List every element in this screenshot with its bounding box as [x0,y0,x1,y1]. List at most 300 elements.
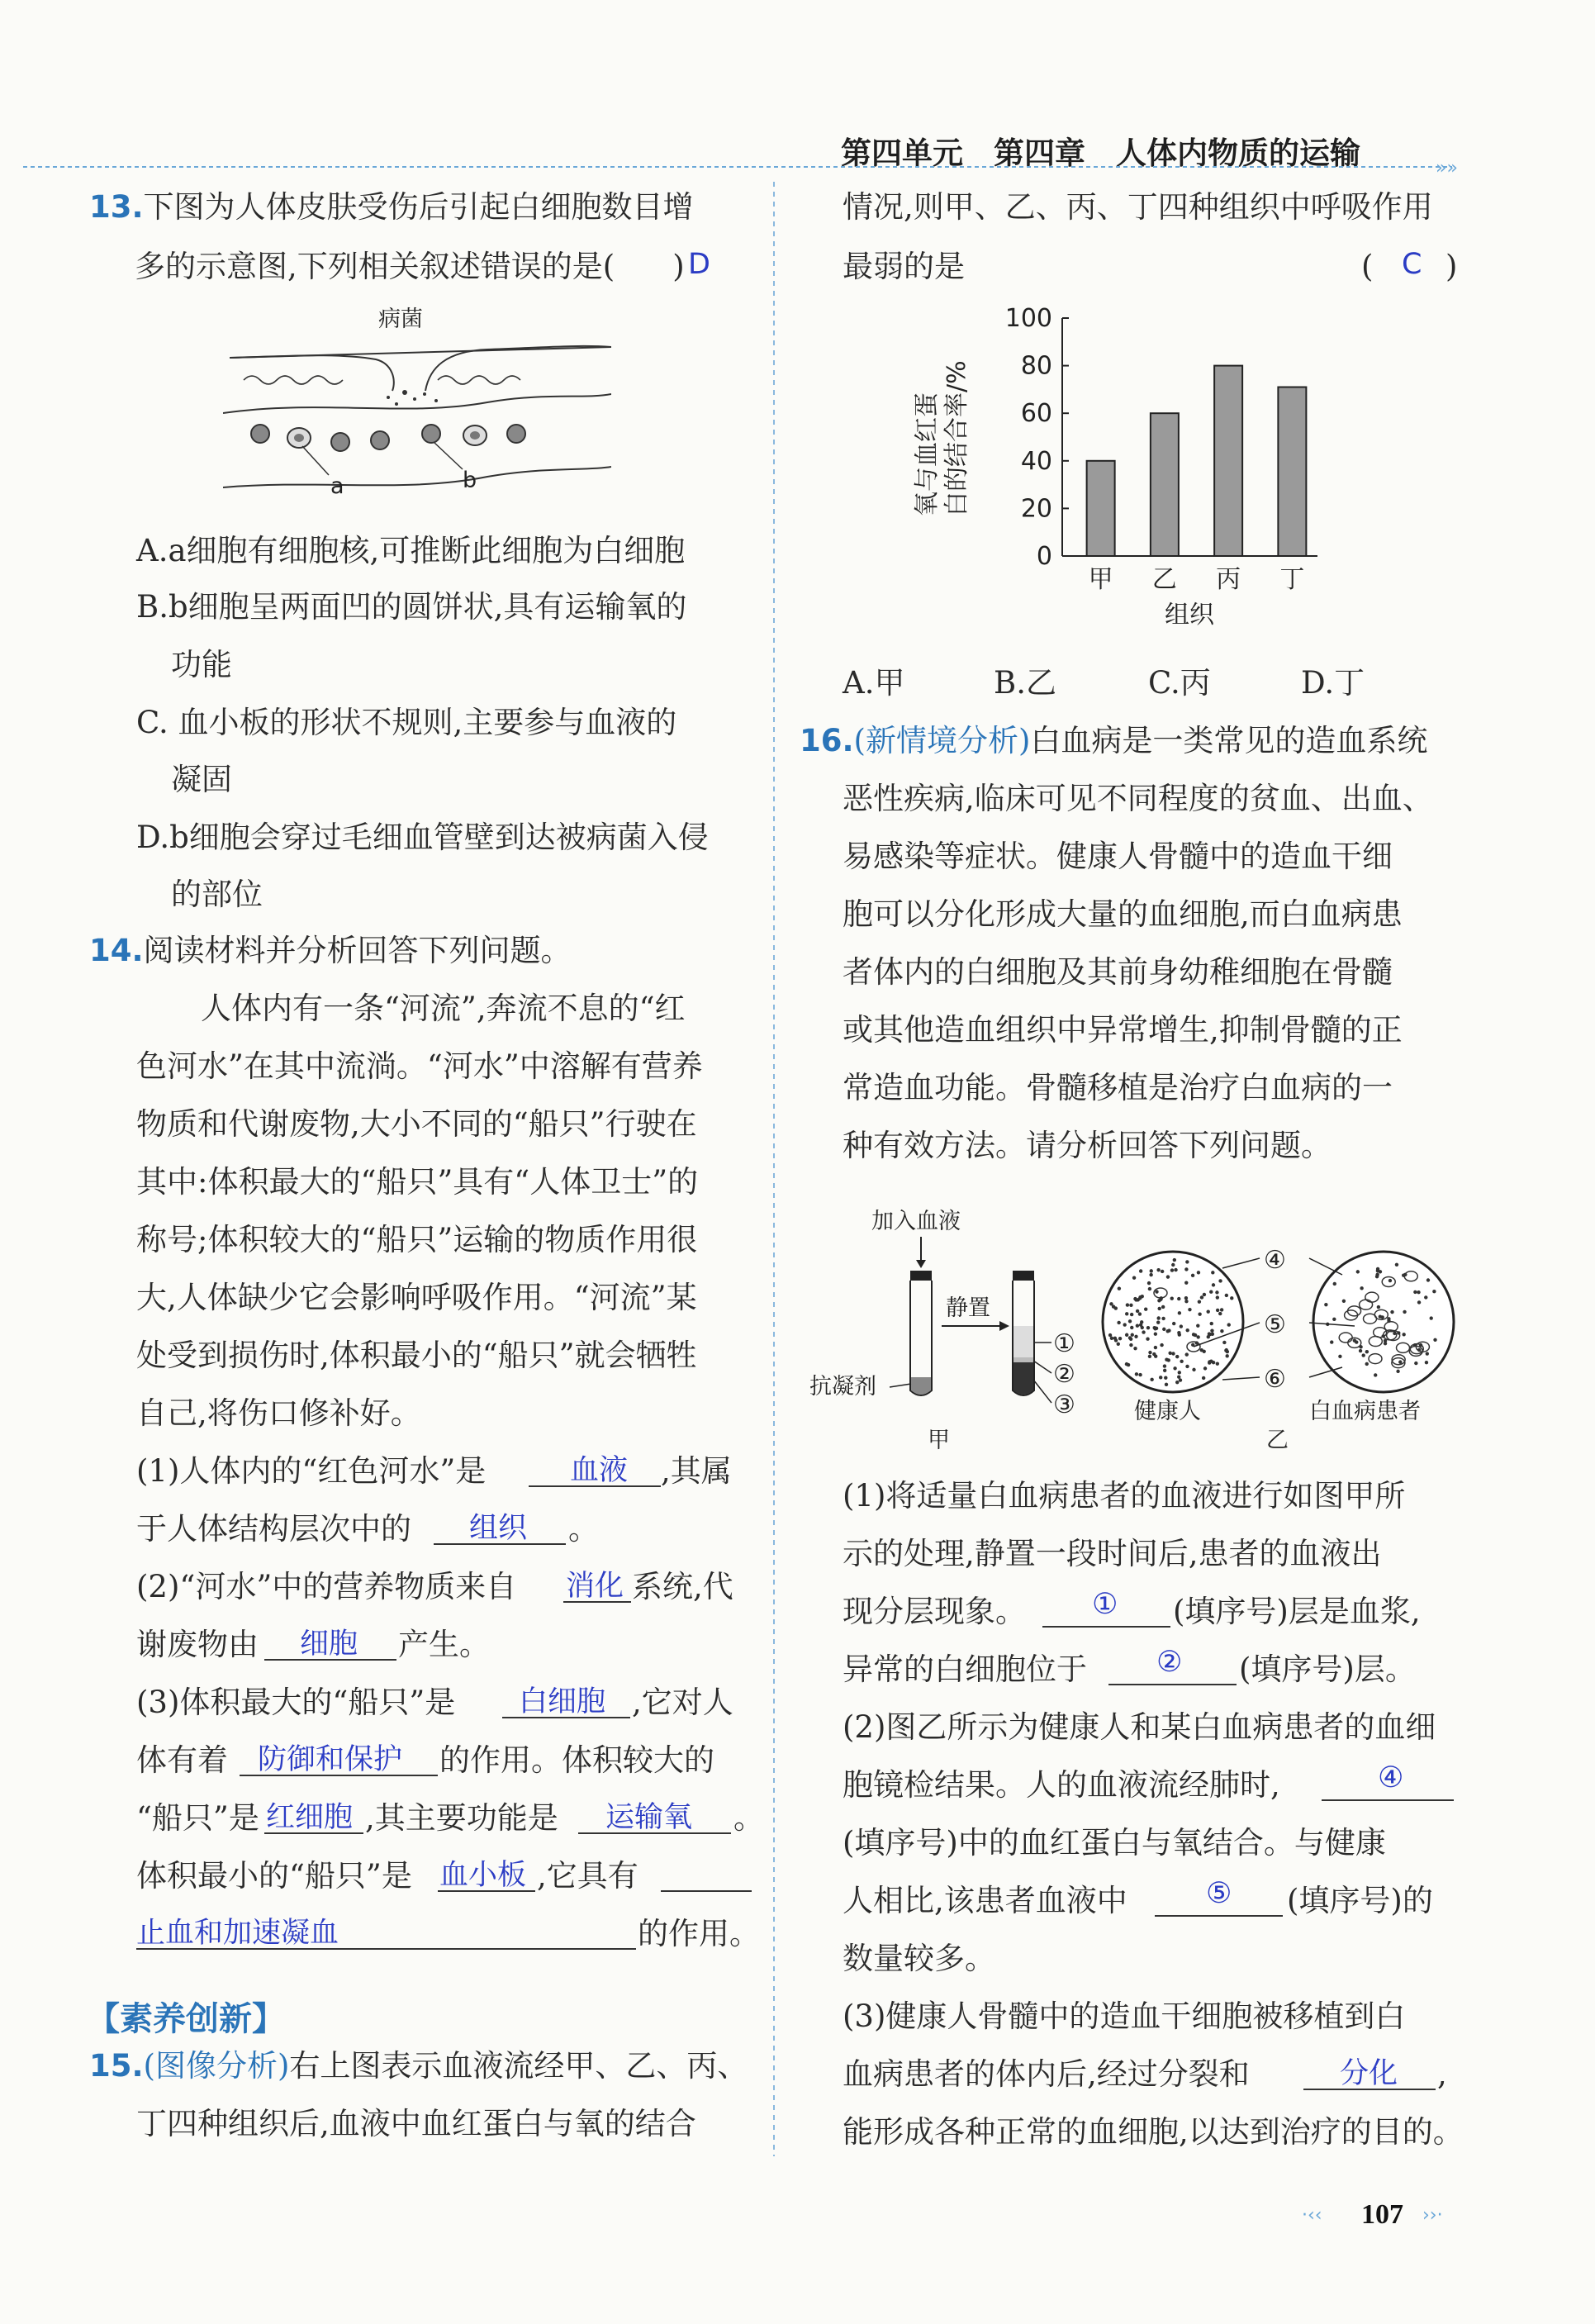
label-a: a [330,473,344,499]
q14-answer9: 血小板 [439,1859,527,1892]
cell-dot [1185,1352,1189,1356]
q14-sub3-a: (3)体积最大的“船只”是 [136,1685,456,1720]
cell-dot [1413,1290,1417,1294]
cell-dot [1172,1322,1175,1325]
cell-dot [1163,1364,1166,1367]
cell-dot [1157,1307,1161,1310]
q16-stem-line5: 者体内的白细胞及其前身幼稚细胞在骨髓 [843,954,1393,990]
cell-dot [1212,1283,1215,1286]
cell-dot [1185,1328,1189,1332]
q16-stem-line1: 16.(新情境分析)白血病是一类常见的造血系统 [800,723,1428,758]
chart-y-tick-label: 20 [1020,494,1052,524]
cell-dot [1125,1333,1128,1337]
cell-dot [1160,1343,1163,1347]
cell-dot [1126,1303,1129,1306]
q13-option-c-line1: C. 血小板的形状不规则,主要参与血液的 [136,705,677,740]
cell-dot [1209,1290,1213,1294]
label-settle: 静置 [946,1295,990,1321]
cell-dot [1108,1333,1112,1337]
cell-dot [1198,1300,1201,1303]
cell-dot [1153,1327,1156,1330]
cell-dot [1216,1309,1219,1312]
q16-answer5: 分化 [1340,2057,1398,2090]
cell-dot [1156,1320,1160,1324]
cell-dot [1220,1329,1223,1333]
q14-answer6: 防御和保护 [258,1743,403,1776]
cell-dot [1156,1316,1160,1319]
cell-dot [1402,1333,1405,1336]
cell-dot [1426,1352,1429,1355]
cell-dot [1177,1331,1180,1334]
cell-dot [1333,1282,1336,1286]
cell-dot [1117,1343,1120,1346]
cell-dot [1225,1354,1228,1357]
q16-sub3-d: 能形成各种正常的血细胞,以达到治疗的目的。 [843,2114,1464,2150]
cell-dot [1125,1312,1128,1315]
chart-y-tick-label: 100 [1004,306,1052,333]
chart-y-tick-label: 60 [1020,399,1052,429]
q16-blank1 [1042,1626,1170,1628]
cell-dot [1384,1342,1387,1345]
cell-dot [1149,1273,1152,1276]
q13-option-d-line2: 的部位 [171,877,263,912]
cell-dot [1342,1300,1346,1303]
label-patient: 白血病患者 [1309,1399,1421,1424]
page-header-title: 第四单元 第四章 人体内物质的运输 [841,135,1360,171]
cell-dot [1432,1290,1436,1293]
chart-x-tick-label: 丁 [1279,565,1305,594]
chart-x-tick-label: 丙 [1216,565,1241,594]
cell-dot [1360,1286,1363,1290]
q16-sub1-f: (填序号)层。 [1239,1652,1416,1687]
q16-stem-line7: 常造血功能。骨髓移植是治疗白血病的一 [843,1070,1393,1105]
q16-blank3 [1322,1799,1454,1801]
cell-dot [1398,1360,1402,1363]
label-cell-6: ⑥ [1264,1365,1286,1394]
q16-sub2-f: 数量较多。 [843,1941,995,1976]
cell-dot [1207,1309,1210,1313]
q16-sub3-c: , [1437,2056,1447,2092]
cell-dot [1168,1352,1171,1355]
q14-sub2-c: 谢废物由 [136,1627,259,1662]
q14-answer1: 血液 [570,1454,629,1487]
cell-dot [1356,1270,1360,1273]
q16-answer1: ① [1092,1588,1118,1621]
cell-dot [1197,1271,1200,1274]
q14-answer5: 白细胞 [519,1685,606,1718]
cell-dot [1203,1293,1206,1296]
cell-dot [1208,1360,1211,1363]
cell-dot [1179,1378,1182,1381]
blood-test-figure [805,1202,1466,1458]
label-pathogen: 病菌 [378,307,423,332]
q15-option-a: A.甲 [843,665,905,701]
cell-dot [1133,1347,1137,1350]
cell-dot [1118,1337,1122,1340]
cell-dot [1165,1383,1168,1386]
cell-dot [1365,1350,1369,1353]
cell-dot [1139,1324,1142,1327]
q13-stem-line2: 多的示意图,下列相关叙述错误的是( ) [135,249,685,284]
cell-dot [1150,1269,1153,1272]
cell-dot [1330,1340,1333,1343]
q16-sub2-c: (填序号)中的血红蛋白与氧结合。与健康 [843,1825,1386,1861]
cell-dot [1216,1362,1219,1366]
cell-dot [1134,1335,1137,1338]
q15-stem-line4: 最弱的是 [843,249,965,284]
cell-dot [1166,1329,1170,1333]
cell-dot [1375,1275,1379,1278]
cell-dot [1114,1338,1118,1342]
q16-sub1-e: 异常的白细胞位于 [843,1652,1087,1687]
cell-dot [1177,1297,1180,1300]
svg-text:››·: ››· [1422,2205,1443,2226]
cell-dot [1215,1290,1218,1294]
cell-dot [1138,1312,1142,1315]
cell-dot [1430,1316,1433,1319]
q14-sub3-h: 体积最小的“船只”是 [136,1858,412,1894]
chart-x-tick-label: 乙 [1151,565,1177,594]
cell-dot [1184,1296,1188,1300]
q14-material-line3: 物质和代谢废物,大小不同的“船只”行驶在 [136,1106,697,1142]
cell-dot [1109,1302,1113,1305]
svg-text:·‹‹: ·‹‹ [1302,2205,1322,2226]
q13-stem-line1: 13.下图为人体皮肤受伤后引起白细胞数目增 [89,189,694,225]
q14-sub3-g: 。 [733,1800,764,1836]
q14-material-line5: 称号;体积较大的“船只”运输的物质作用很 [136,1222,698,1257]
chart-y-tick-label: 40 [1020,446,1052,476]
cell-dot [1365,1362,1369,1366]
cell-dot [1133,1297,1137,1300]
cell-dot [1129,1338,1132,1341]
chart-y-tick-label: 0 [1036,542,1052,571]
label-figure-yi: 乙 [1266,1428,1289,1453]
label-b: b [463,468,477,493]
cell-dot [1162,1328,1165,1331]
cell-dot [1225,1348,1228,1352]
cell-dot [1110,1337,1113,1340]
q14-answer8: 运输氧 [605,1801,693,1834]
cell-dot [1161,1317,1165,1320]
q16-stem-line2: 恶性疾病,临床可见不同程度的贫血、出血、 [843,781,1433,816]
q15-option-d: D.丁 [1301,665,1365,701]
q14-sub2-a: (2)“河水”中的营养物质来自 [136,1569,517,1604]
cell-dot [1144,1308,1147,1311]
q14-sub3-j: 的作用。 [638,1916,760,1951]
cell-dot [1142,1330,1145,1333]
cell-dot [1129,1343,1132,1347]
q14-sub3-d: 的作用。体积较大的 [439,1742,714,1778]
cell-dot [1361,1353,1365,1357]
cell-dot [1161,1270,1164,1273]
cell-dot [1180,1360,1183,1363]
cell-dot [1141,1295,1144,1298]
cell-dot [1199,1348,1203,1352]
oxygen-binding-chart [900,306,1363,636]
q14-sub3-e: “船只”是 [136,1800,259,1836]
chart-y-label-line: 白的结合率/% [942,360,971,516]
cell-dot [1177,1376,1180,1379]
cell-dot [1210,1328,1213,1332]
cell-dot [1130,1313,1133,1316]
q16-blank2 [1108,1684,1237,1685]
cell-dot [1198,1312,1201,1315]
cell-dot [1175,1355,1179,1358]
q14-material-line2: 色河水”在其中流淌。“河水”中溶解有营养 [136,1048,703,1084]
q14-answer7: 红细胞 [266,1801,354,1834]
q16-sub3-b: 血病患者的体内后,经过分裂和 [843,2056,1250,2092]
cell-dot [1374,1373,1377,1376]
label-layer-3: ③ [1053,1390,1075,1419]
cell-dot [1227,1323,1231,1326]
label-figure-jia: 甲 [928,1428,950,1453]
cell-dot [1170,1268,1174,1271]
q14-sub2-d: 产生。 [398,1627,490,1662]
cell-dot [1225,1294,1228,1297]
label-cell-5: ⑤ [1264,1310,1286,1339]
q14-sub2-b: 系统,代 [632,1569,733,1604]
q14-material-line6: 大,人体缺少它会影响呼吸作用。“河流”某 [136,1280,697,1315]
q16-blank4 [1155,1915,1283,1917]
cell-dot [1146,1326,1150,1329]
cell-dot [1387,1317,1390,1320]
cell-dot [1359,1349,1362,1352]
cell-dot [1196,1335,1199,1338]
q16-sub1-d: (填序号)层是血浆, [1173,1594,1421,1629]
q16-answer3: ④ [1378,1761,1404,1794]
cell-dot [1173,1258,1176,1262]
svg-text:»»: »» [1436,158,1458,178]
cell-dot [1147,1281,1151,1285]
chart-bar-2 [1151,413,1179,556]
q14-sub1-b: ,其属 [661,1453,732,1489]
q14-material-line4: 其中:体积最大的“船只”具有“人体卫士”的 [136,1164,699,1200]
cell-dot [1196,1324,1199,1327]
cell-dot [1218,1279,1222,1282]
cell-dot [1117,1321,1120,1324]
chart-bar-1 [1087,461,1115,556]
cell-dot [1218,1312,1222,1315]
q14-answer10: 止血和加速凝血 [136,1917,339,1950]
cell-dot [1396,1370,1399,1373]
cell-dot [1128,1319,1132,1323]
q14-blank10a [661,1890,752,1892]
q15-stem-line3: 情况,则甲、乙、丙、丁四种组织中呼吸作用 [843,189,1433,225]
q13-answer: D [688,248,710,281]
cell-dot [1200,1295,1203,1299]
q16-stem-line3: 易感染等症状。健康人骨髓中的造血干细 [843,839,1393,874]
cell-dot [1390,1310,1393,1314]
q14-answer4: 细胞 [300,1628,358,1661]
cell-dot [1180,1324,1183,1328]
cell-dot [1139,1269,1142,1272]
cell-dot [1118,1286,1121,1290]
cell-dot [1127,1363,1130,1366]
cell-dot [1222,1341,1226,1344]
cell-dot [1202,1376,1205,1380]
cell-dot [1208,1332,1211,1335]
cell-dot [1152,1352,1156,1356]
cell-dot [1203,1366,1207,1370]
q14-material-line1: 人体内有一条“河流”,奔流不息的“红 [201,991,686,1026]
q13-option-b-line1: B.b细胞呈两面凹的圆饼状,具有运输氧的 [136,589,687,625]
q16-sub2-e: (填序号)的 [1287,1883,1433,1918]
label-healthy: 健康人 [1134,1399,1201,1424]
q14-answer2: 组织 [469,1512,528,1545]
label-cell-4: ④ [1264,1246,1286,1275]
cell-dot [1377,1305,1380,1309]
q13-option-d-line1: D.b细胞会穿过毛细血管壁到达被病菌入侵 [136,820,709,855]
cell-dot [1185,1260,1189,1263]
cell-dot [1154,1332,1157,1335]
cell-dot [1171,1352,1175,1355]
q15-stem-line2: 丁四种组织后,血液中血红蛋白与氧的结合 [136,2106,696,2141]
chart-y-label-line: 氧与血红蛋 [913,392,942,516]
cell-dot [1188,1308,1191,1311]
q15-open-paren: ( [1361,249,1374,284]
section-heading: 【素养创新】 [87,2000,285,2038]
chart-x-axis-label: 组织 [1165,601,1214,630]
cell-dot [1123,1323,1126,1326]
chart-y-axis-label [913,360,971,516]
cell-dot [1332,1318,1336,1321]
label-anticoagulant: 抗凝剂 [809,1374,876,1400]
cell-dot [1138,1373,1142,1376]
q16-sub2-d: 人相比,该患者血液中 [843,1883,1127,1918]
cell-dot [1191,1274,1194,1277]
cell-dot [1395,1263,1398,1267]
q15-stem-line1: 15.(图像分析)右上图表示血液流经甲、乙、丙、 [89,2048,748,2084]
cell-dot [1132,1276,1136,1279]
cell-dot [1210,1322,1213,1325]
cell-dot [1163,1369,1166,1372]
chart-x-tick-label: 甲 [1088,565,1113,594]
cell-dot [1216,1295,1219,1299]
q16-sub1-c: 现分层现象。 [843,1594,1026,1629]
q16-sub1-b: 示的处理,静置一段时间后,患者的血液出 [843,1536,1382,1571]
cell-dot [1230,1296,1233,1300]
q13-option-c-line2: 凝固 [171,762,232,797]
cell-dot [1136,1309,1139,1313]
cell-dot [1376,1267,1379,1271]
q16-sub2-a: (2)图乙所示为健康人和某白血病患者的血细 [843,1709,1436,1745]
q14-sub3-i: ,它具有 [537,1858,638,1894]
q14-stem: 14.阅读材料并分析回答下列问题。 [89,933,572,968]
cell-dot [1146,1338,1149,1341]
q14-sub3-f: ,其主要功能是 [365,1800,558,1836]
q14-sub1-c: 于人体结构层次中的 [136,1511,411,1547]
cell-dot [1129,1304,1132,1307]
q14-material-line8: 自己,将伤口修补好。 [136,1395,421,1431]
cell-dot [1171,1263,1175,1267]
cell-dot [1184,1300,1188,1303]
cell-dot [1381,1315,1384,1319]
q16-answer4: ⑤ [1206,1877,1232,1910]
label-layer-2: ② [1053,1360,1075,1389]
cell-dot [1178,1371,1181,1374]
cell-dot [1136,1324,1139,1327]
cell-dot [1148,1351,1151,1354]
cell-dot [1403,1310,1406,1314]
cell-dot [1355,1340,1358,1343]
q14-answer3: 消化 [566,1570,624,1603]
skin-wound-figure [223,302,611,500]
cell-dot [1174,1268,1177,1271]
cell-dot [1165,1357,1168,1361]
q16-sub2-b: 胞镜检结果。人的血液流经肺时, [843,1767,1280,1803]
cell-dot [1150,1378,1153,1381]
cell-dot [1154,1346,1157,1349]
cell-dot [1324,1303,1327,1306]
q14-sub3-c: 体有着 [136,1742,228,1778]
chart-y-tick-label: 80 [1020,351,1052,381]
cell-dot [1426,1278,1430,1281]
cell-dot [1135,1372,1138,1376]
q14-material-line7: 处受到损伤时,体积最小的“船只”就会牺牲 [136,1338,697,1373]
cell-dot [1156,1268,1160,1271]
cell-dot [1184,1267,1188,1271]
chart-bar-4 [1278,387,1306,556]
cell-dot [1161,1305,1165,1309]
q16-stem-line6: 或其他造血组织中异常增生,抑制骨髓的正 [843,1012,1403,1048]
q16-stem-line4: 胞可以分化形成大量的血细胞,而白血病患 [843,896,1403,932]
cell-dot [1338,1355,1341,1358]
cell-dot [1417,1300,1421,1304]
q15-option-c: C.丙 [1148,665,1211,701]
q13-option-a: A.a细胞有细胞核,可推断此细胞为白细胞 [136,533,686,568]
cell-dot [1173,1366,1176,1370]
cell-dot [1192,1333,1195,1336]
q14-sub1-d: 。 [568,1511,599,1547]
cell-dot [1184,1281,1188,1284]
q15-answer: C [1402,248,1422,281]
chart-bar-3 [1214,366,1242,556]
cell-dot [1185,1365,1189,1368]
page-number: 107 [1361,2199,1403,2230]
q14-sub3-b: ,它对人 [632,1685,733,1720]
cell-dot [1389,1279,1392,1282]
q15-close-paren: ) [1445,249,1458,284]
q14-sub1-a: (1)人体内的“红色河水”是 [136,1453,487,1489]
cell-dot [1130,1326,1133,1329]
q16-answer2: ② [1156,1646,1183,1679]
cell-dot [1424,1295,1427,1299]
cell-dot [1148,1287,1151,1290]
q13-option-b-line2: 功能 [171,647,232,682]
cell-dot [1211,1271,1214,1274]
q16-sub3-a: (3)健康人骨髓中的造血干细胞被移植到白 [843,1998,1406,2034]
cell-dot [1433,1338,1436,1342]
cell-dot [1166,1275,1170,1278]
cell-dot [1170,1297,1174,1300]
q16-sub1-a: (1)将适量白血病患者的血液进行如图甲所 [843,1478,1406,1514]
cell-dot [1192,1368,1195,1371]
cell-dot [1425,1361,1428,1364]
cell-dot [1178,1311,1181,1314]
cell-dot [1131,1333,1134,1337]
label-add-blood: 加入血液 [871,1209,961,1234]
cell-dot [1164,1376,1167,1380]
cell-dot [1220,1308,1223,1311]
label-layer-1: ① [1053,1329,1075,1358]
cell-dot [1417,1290,1420,1294]
q15-option-b: B.乙 [994,665,1056,701]
cell-dot [1148,1355,1151,1358]
cell-dot [1414,1362,1417,1365]
q16-stem-line8: 种有效方法。请分析回答下列问题。 [843,1128,1332,1163]
cell-dot [1175,1381,1179,1384]
cell-dot [1159,1376,1162,1379]
